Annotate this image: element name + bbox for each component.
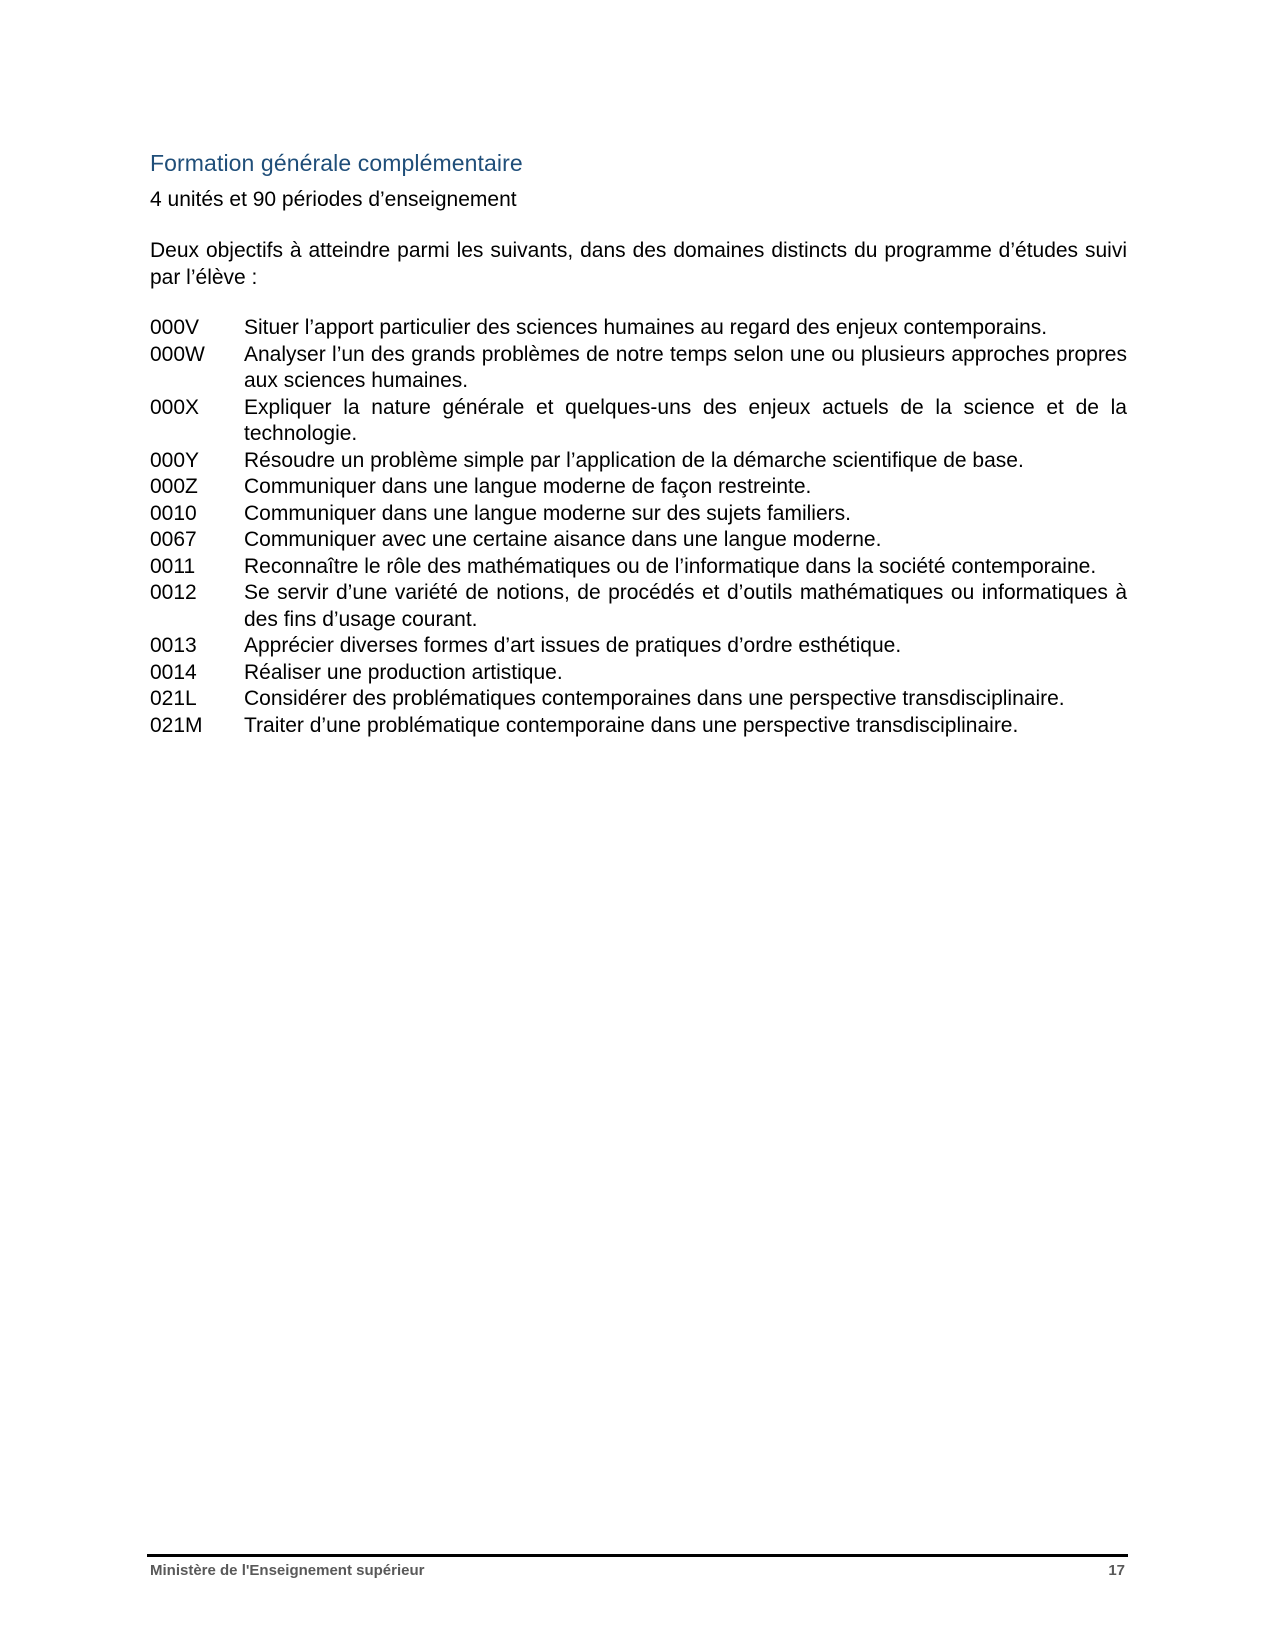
objective-code: 0012 xyxy=(150,581,197,604)
objective-code: 0011 xyxy=(150,554,196,578)
objective-text: Expliquer la nature générale et quelques-uns des enjeux actuels de la science et de la technologie. xyxy=(244,395,1127,445)
objective-item xyxy=(150,448,1127,475)
objective-text: Communiquer dans une langue moderne sur des sujets familiers. xyxy=(244,501,851,525)
objective-text: Réaliser une production artistique. xyxy=(244,660,563,684)
footer-divider xyxy=(147,1554,1128,1557)
objective-text: Communiquer dans une langue moderne de façon restreinte. xyxy=(244,475,812,498)
objective-code: 000Y xyxy=(150,448,200,472)
objective-code: 0014 xyxy=(150,660,197,684)
objective-text: Considérer des problématiques contemporaines dans une perspective transdisciplinaire. xyxy=(244,687,1065,710)
objective-code: 000Z xyxy=(150,475,198,498)
footer-organization: Ministère de l'Enseignement supérieur xyxy=(150,1562,425,1579)
objective-code: 0067 xyxy=(150,528,197,551)
objective-item xyxy=(150,713,1127,740)
objective-text: Situer l’apport particulier des sciences humaines au regard des enjeux contemporains. xyxy=(244,316,1048,339)
objective-text: Analyser l’un des grands problèmes de notre temps selon une ou plusieurs approches propres aux sciences humaines. xyxy=(244,342,1127,392)
objective-item xyxy=(150,501,1127,528)
section-title: Formation générale complémentaire xyxy=(150,150,523,176)
objective-code: 000X xyxy=(150,395,200,419)
objective-item xyxy=(150,342,1127,395)
objective-item xyxy=(150,660,1127,687)
objective-text: Traiter d’une problématique contemporaine dans une perspective transdisciplinaire. xyxy=(244,713,1019,737)
page-content xyxy=(150,148,1127,739)
intro-paragraph: Deux objectifs à atteindre parmi les suivants, dans des domaines distincts du programme d’études suivi par l’élève : xyxy=(150,239,1127,289)
page-footer xyxy=(150,1562,1125,1580)
objective-item xyxy=(150,315,1127,342)
objectives-list xyxy=(150,315,1127,739)
objective-code: 0010 xyxy=(150,501,197,525)
objective-item xyxy=(150,395,1127,448)
objective-text: Apprécier diverses formes d’art issues de pratiques d’ordre esthétique. xyxy=(244,634,902,657)
objective-item xyxy=(150,554,1127,581)
objective-code: 021L xyxy=(150,687,197,710)
objective-text: Communiquer avec une certaine aisance dans une langue moderne. xyxy=(244,528,882,551)
objective-item xyxy=(150,474,1127,501)
objective-code: 0013 xyxy=(150,634,197,657)
section-subtitle: 4 unités et 90 périodes d’enseignement xyxy=(150,188,517,211)
objective-item xyxy=(150,633,1127,660)
objective-item xyxy=(150,580,1127,633)
objective-text: Résoudre un problème simple par l’application de la démarche scientifique de base. xyxy=(244,448,1024,472)
objective-text: Reconnaître le rôle des mathématiques ou de l’informatique dans la société contemporaine. xyxy=(244,554,1097,578)
objective-text: Se servir d’une variété de notions, de procédés et d’outils mathématiques ou informatiques à des fins d’usage courant. xyxy=(244,581,1127,631)
objective-code: 000W xyxy=(150,342,205,366)
objective-code: 021M xyxy=(150,713,203,737)
objective-code: 000V xyxy=(150,316,200,339)
objective-item xyxy=(150,527,1127,554)
objective-item xyxy=(150,686,1127,713)
footer-page-number: 17 xyxy=(1108,1562,1125,1579)
